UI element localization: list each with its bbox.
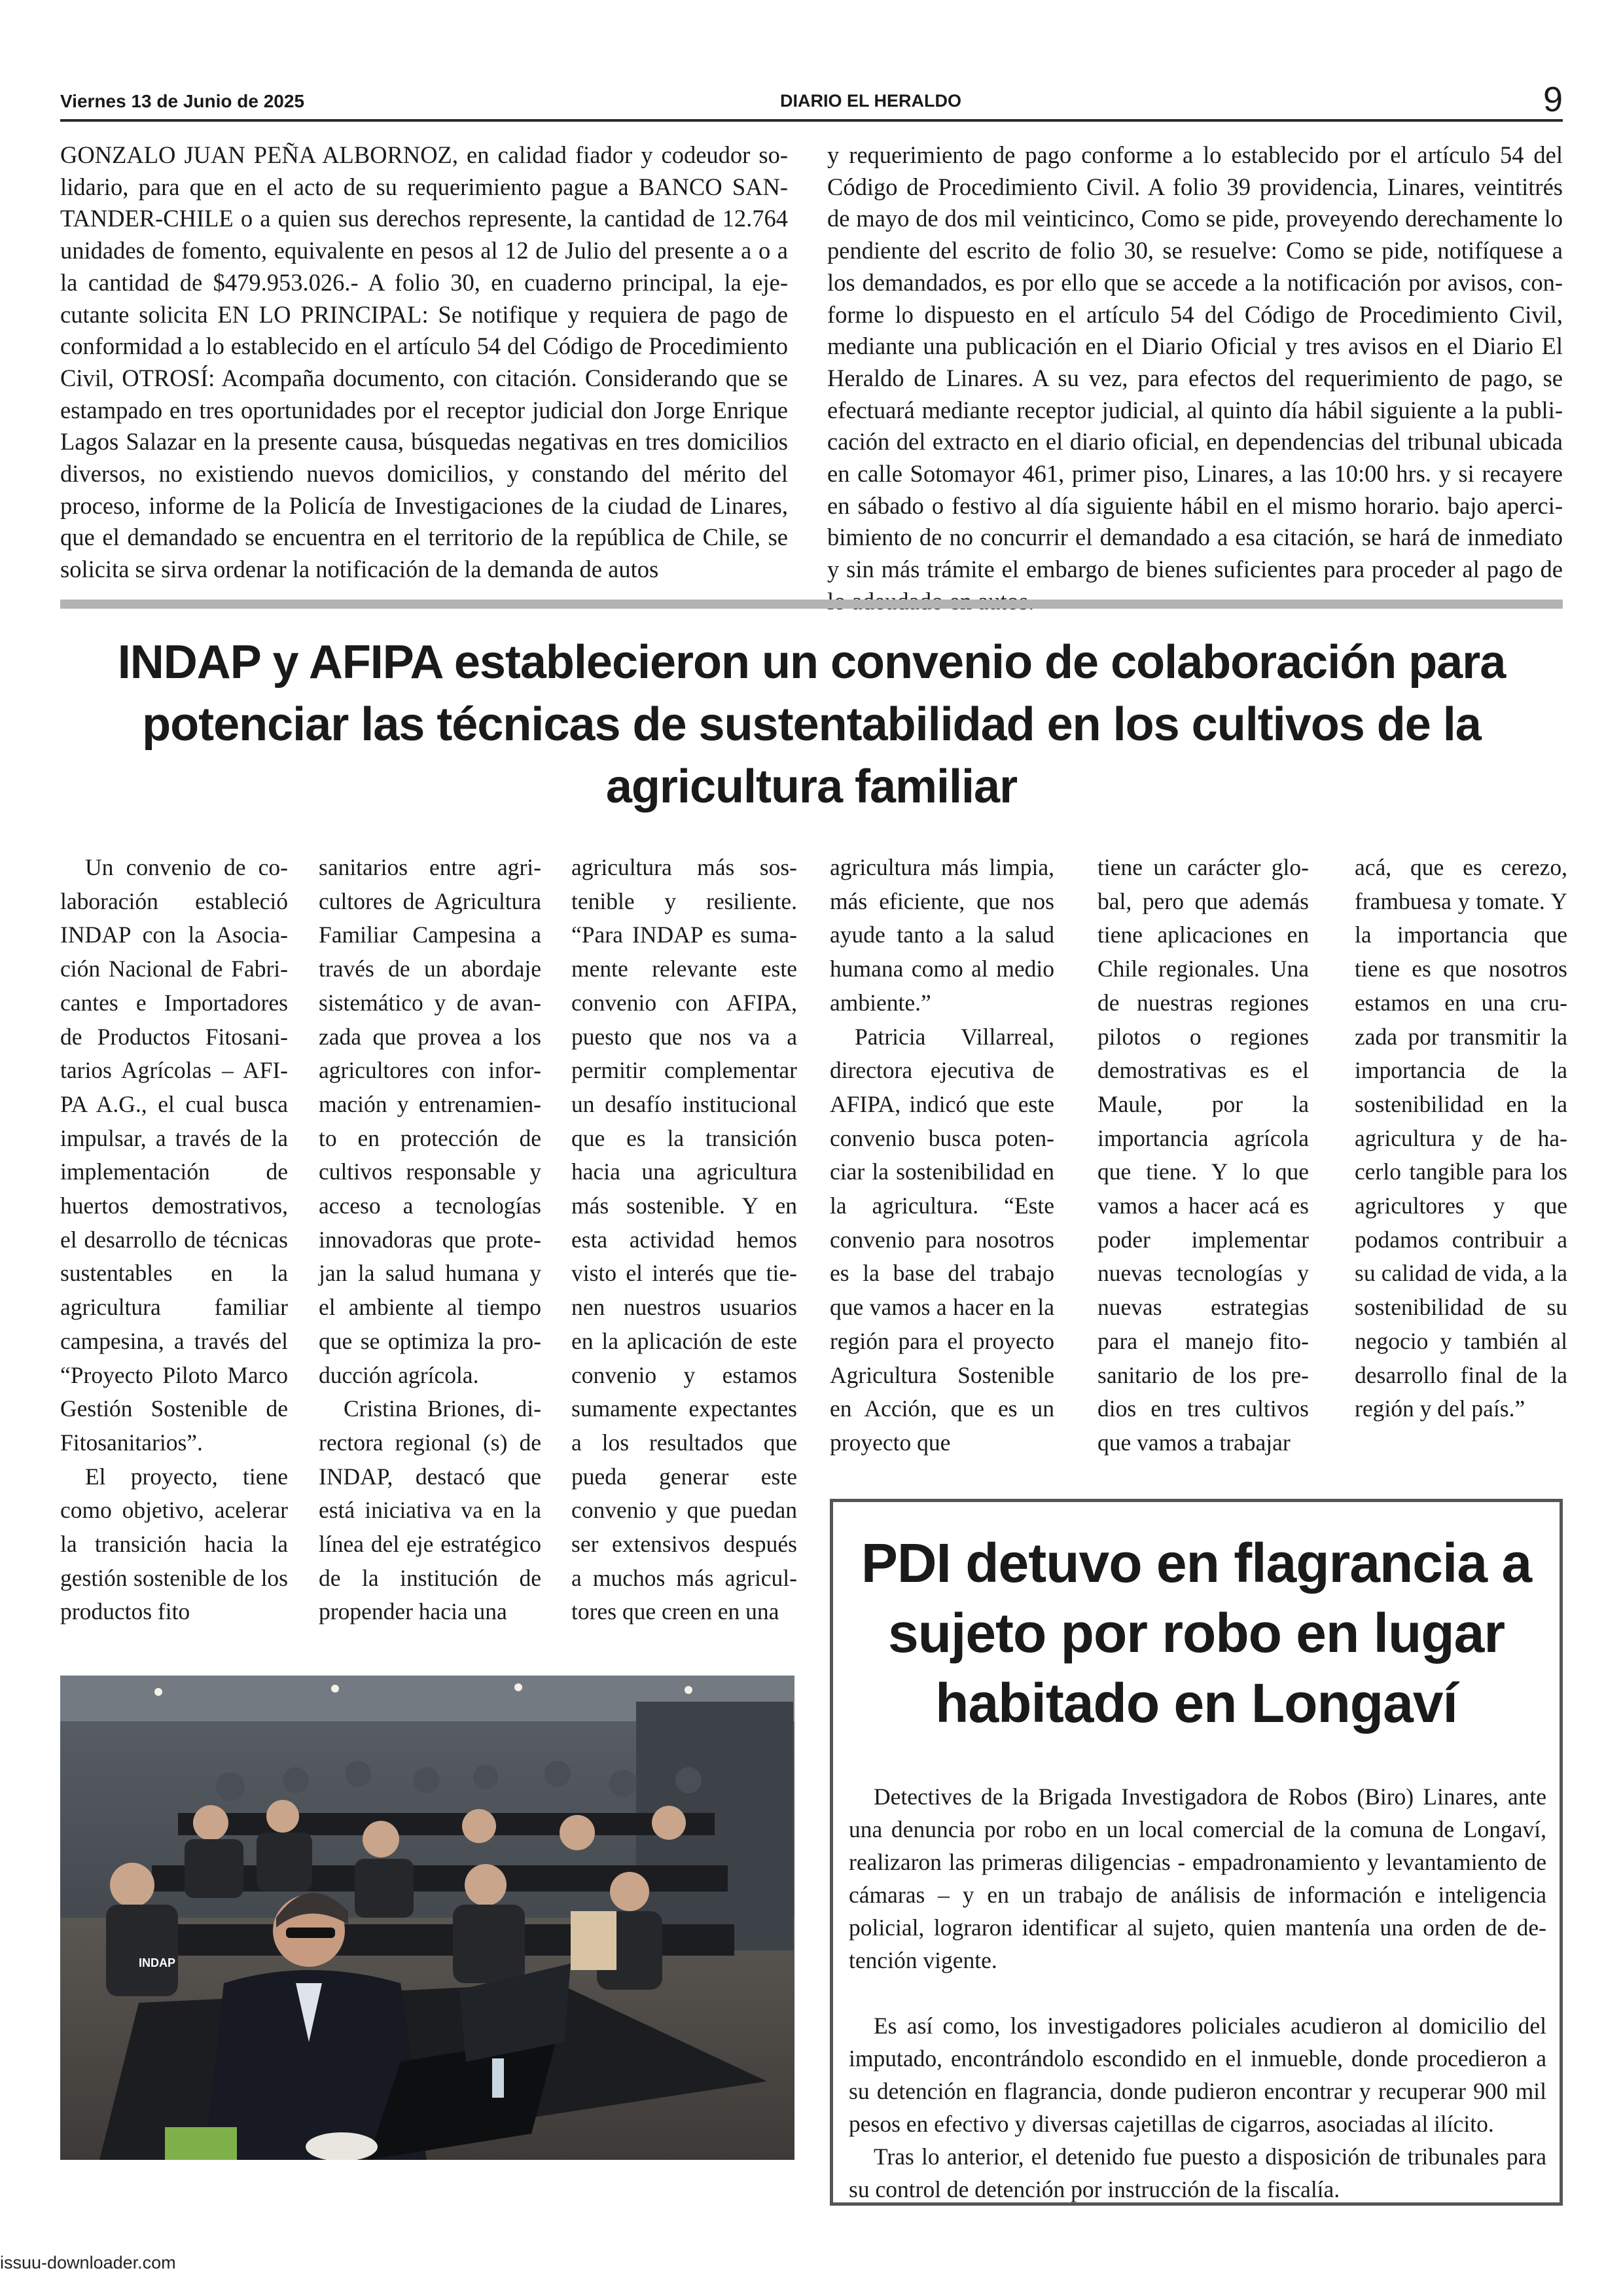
article1-paragraph: El proyecto, tiene como objetivo, acelerar la transición hacia la gestión sostenible de los productos fito — [60, 1463, 288, 1625]
article1-column-6 — [1355, 851, 1567, 1426]
article1-paragraph: Cristina Briones, directora regional (s) de INDAP, destacó que está iniciativa va en la línea del eje estratégico de la institución de propender hacia una — [319, 1395, 541, 1625]
article-box-pdi — [830, 1499, 1563, 2206]
photo-vest-label: INDAP — [139, 1956, 176, 1969]
article1-column-2 — [319, 851, 541, 1629]
article1-paragraph: tiene un carácter global, pero que además tiene aplicaciones en Chile regionales. Una de nuestras regiones pilotos o regiones demostrativas es el Maule, por la importancia agrícola que tiene. Y lo que vamos a hacer acá es poder implementar nuevas tecnologías y nuevas estrategias para el manejo fitosanitario de los predios en tres cultivos que vamos a trabajar — [1097, 854, 1309, 1456]
article1-paragraph: sanitarios entre agricultores de Agricultura Familiar Campesina a través de un abordaje sistemático y de avanzada que provea a los agricultores con información y entrenamiento en protección de cultivos responsable y acceso a tecnologías innovadoras que protejan la salud humana y el ambiente al tiempo que se optimiza la producción agrícola. — [319, 854, 541, 1388]
section-divider — [60, 600, 1563, 609]
article1-column-4 — [830, 851, 1054, 1460]
article1-column-3 — [571, 851, 797, 1629]
article2-paragraph: Tras lo anterior, el detenido fue puesto a disposición de tribunales para su control de detención por instrucción de la fiscalía. — [849, 2144, 1546, 2202]
photo-illustration — [60, 1676, 794, 2160]
article1-paragraph: acá, que es cerezo, frambuesa y tomate. Y la importancia que tiene es que nosotros estamos en una cruzada por transmitir la importancia de la sostenibilidad en la agricultura y de hacerlo tangible para los agricultores y que podamos contribuir a su calidad de vida, a la sostenibilidad de su negocio y también al desarrollo final de la región y del país.” — [1355, 854, 1567, 1422]
issue-date: Viernes 13 de Junio de 2025 — [60, 91, 305, 111]
article2-paragraph: Es así como, los investigadores policiales acudieron al domicilio del imputado, encontrándolo escondido en el inmueble, donde procedieron a su detención en flagrancia, donde pudieron encontrar y recuperar 900 mil pesos en efectivo y diversas cajetillas de cigarros, asociadas al ilícito. — [849, 2013, 1546, 2137]
legal-notice-text-left: GONZALO JUAN PEÑA ALBORNOZ, en calidad fiador y codeudor solidario, para que en el acto de su requerimiento pague a BANCO SANTANDER-CHILE o a quien sus derechos represente, la cantidad de 12.764 unidades de fomento, equivalente en pesos al 12 de Julio del presente a o a la cantidad de $479.953.026.- A folio 30, en cuaderno principal, la ejecutante solicita EN LO PRINCIPAL: Se notifique y requiera de pago de conformidad a lo establecido en el artículo 54 del Código de Procedimiento Civil, OTROSÍ: Acompaña documento, con citación. Considerando que se estampado en tres oportunidades por el receptor judicial don Jorge Enrique Lagos Salazar en la presente causa, búsquedas negativas en tres domicilios diversos, no existiendo nuevos domicilios, y constando del mérito del proceso, informe de la Policía de Investigaciones de la ciudad de Linares, que el demandado se encuentra en el territorio de la república de Chile, se solicita se sirva ordenar la notificación de la demanda de autos — [60, 141, 788, 583]
header-rule — [60, 119, 1563, 122]
article2-paragraph: Detectives de la Brigada Investigadora de Robos (Biro) Linares, ante una denuncia por robo en un local comercial de la comuna de Longaví, realizaron las primeras diligencias - empadronamiento y levantamiento de cámaras – y en un trabajo de análisis de información e inteligencia policial, lograron identificar al sujeto, quien mantenía una orden de detención vigente. — [849, 1784, 1546, 1973]
page-number: 9 — [1543, 80, 1563, 119]
paragraph-spacer — [849, 1977, 1546, 2009]
article1-paragraph: Un convenio de colaboración estableció INDAP con la Asociación Nacional de Fabricantes e Importadores de Productos Fitosanitarios Agrícolas – AFIPA A.G., el cual busca impulsar, a través de la implementación de huertos demostrativos, el desarrollo de técnicas sustentables en la agricultura familiar campesina, a través del “Proyecto Piloto Marco Gestión Sostenible de Fitosanitarios”. — [60, 854, 288, 1456]
article1-paragraph: agricultura más sostenible y resiliente. “Para INDAP es sumamente relevante este convenio con AFIPA, puesto que nos va a permitir complementar un desafío institucional que es la transición hacia una agricultura más sostenible. Y en esta actividad hemos visto el interés que tienen nuestros usuarios en la aplicación de este convenio y estamos sumamente expectantes a los resultados que pueda generar este convenio y que puedan ser extensivos después a muchos más agricultores que creen en una — [571, 854, 797, 1625]
article-headline-indap-afipa: INDAP y AFIPA establecieron un convenio de colaboración para potenciar las técnicas de sustentabilidad en los cultivos de la agricultura familiar — [117, 636, 1506, 813]
page-header — [60, 82, 1563, 121]
legal-notice-left-column — [60, 139, 788, 586]
article1-paragraph: agricultura más limpia, más eficiente, que nos ayude tanto a la salud humana como al medio ambiente.” — [830, 854, 1054, 1016]
watermark-text: issuu-downloader.com — [0, 2253, 176, 2272]
legal-notice-right-column — [827, 139, 1563, 618]
legal-notice-text-right: y requerimiento de pago conforme a lo establecido por el artículo 54 del Código de Procedimiento Civil. A folio 39 providencia, Linares, veintitrés de mayo de dos mil veinticinco, Como se pide, proveyendo derechamente lo pendiente del escrito de folio 30, se resuelve: Como se pide, notifíquese a los demandados, es por ello que se accede a la notificación por avisos, conforme lo dispuesto en el artículo 54 del Código de Procedimiento Civil, mediante una publicación en el Diario Oficial y tres avisos en el Diario El Heraldo de Linares. A su vez, para efectos del requerimiento de pago, se efectuará mediante receptor judicial, al quinto día hábil siguiente a la publicación del extracto en el diario oficial, en dependencias del tribunal ubicada en calle Sotomayor 461, primer piso, Linares, a las 10:00 hrs. y si recayere en sábado o festivo al día siguiente hábil en el mismo horario. bajo apercibimiento de no concurrir el demandado a esa citación, se hará de inmediato y sin más trámite el embargo de bienes suficientes para proceder al pago de — [827, 141, 1563, 583]
newspaper-name: DIARIO EL HERALDO — [780, 91, 962, 111]
article2-body — [849, 1780, 1546, 2206]
article-headline-pdi: PDI detuvo en flagrancia a sujeto por robo en lugar habitado en Longaví — [861, 1532, 1532, 1734]
article1-paragraph: Patricia Villarreal, directora ejecutiva de AFIPA, indicó que este convenio busca potenciar la sostenibilidad en la agricultura. “Este convenio para nosotros es la base del trabajo que vamos a hacer en la región para el proyecto Agricultura Sostenible en Acción, que es un proyecto que — [830, 1023, 1054, 1456]
article1-column-5 — [1097, 851, 1309, 1460]
article-photo-workshop — [60, 1676, 794, 2160]
article1-column-1 — [60, 851, 288, 1629]
